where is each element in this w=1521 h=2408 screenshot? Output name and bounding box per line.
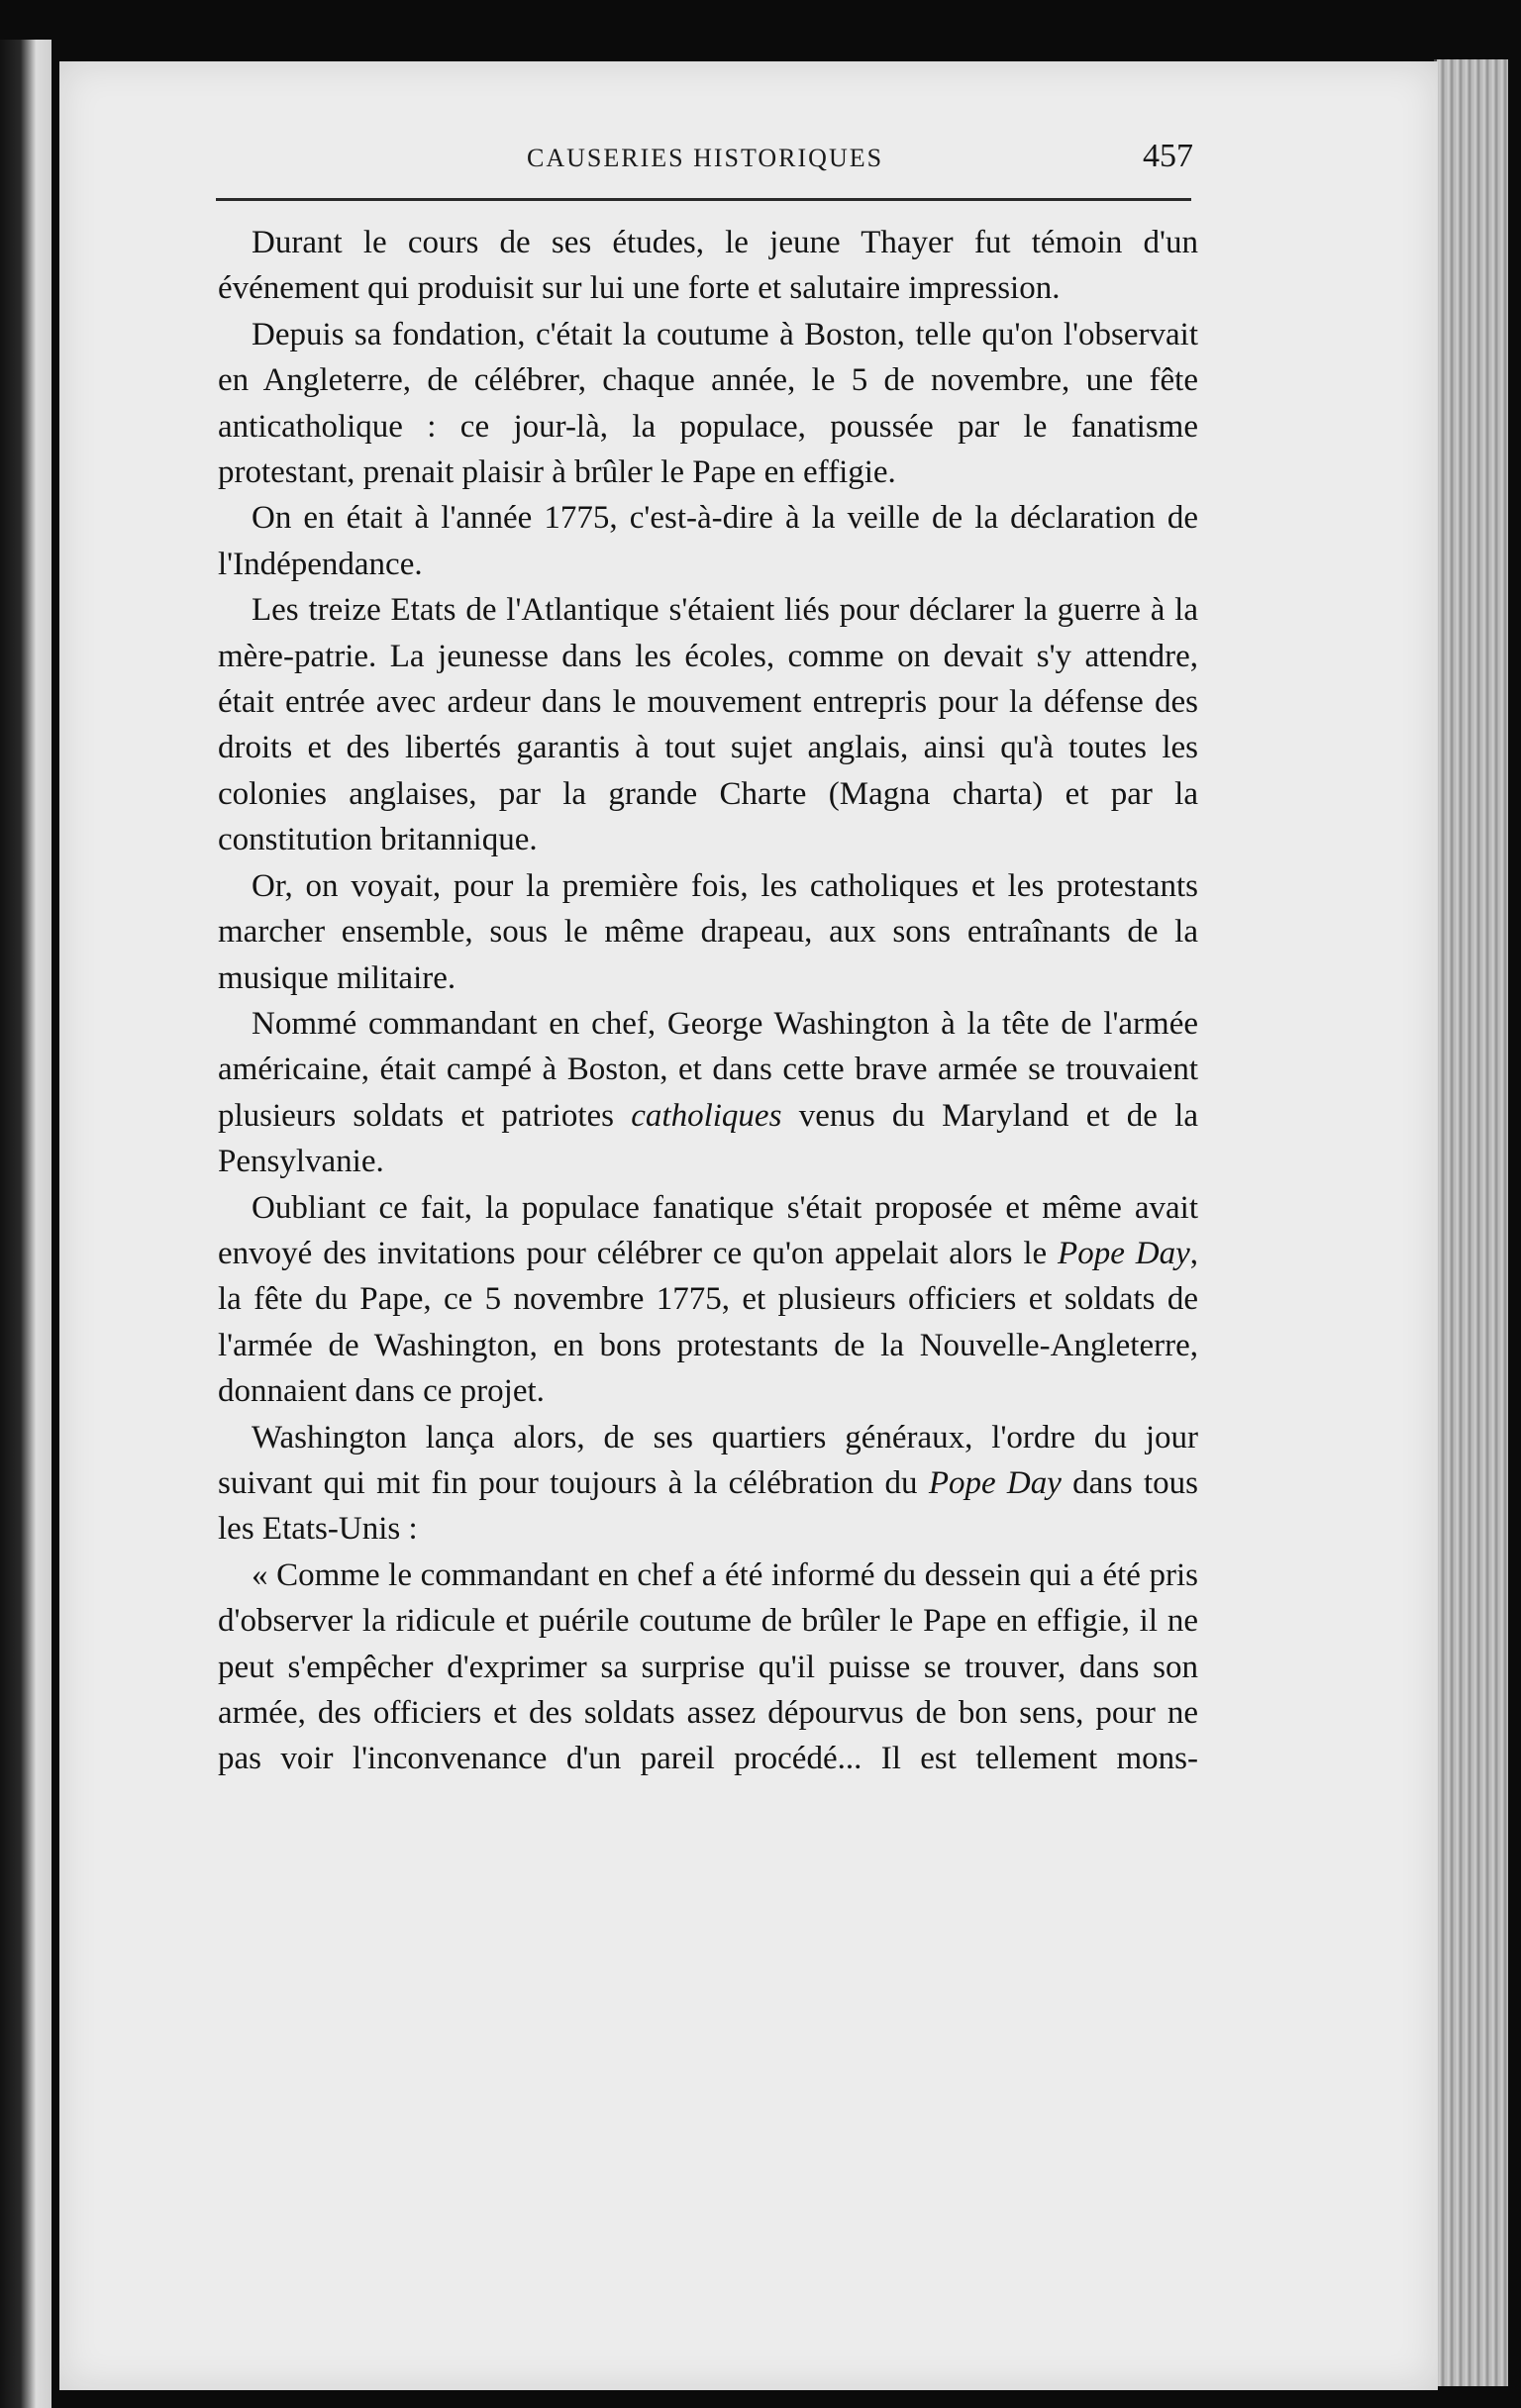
paragraph-7-italic: Pope Day (1058, 1235, 1190, 1271)
paragraph-8 (218, 1415, 1198, 1553)
paragraph-6-text-a: Nommé commandant en chef, George Washington à la tête de l'armée américaine, était campé à Boston, et dans cette brave armée se trouvaient plusieurs soldats et patriotes (218, 1005, 1198, 1134)
paragraph-5: Or, on voyait, pour la première fois, les catholiques et les protestants marcher ensemble, sous le même drapeau, aux sons entraînants de la musique militaire. (218, 867, 1198, 996)
paragraph-7-text-b: , la fête du Pape, ce 5 novembre 1775, et plusieurs officiers et soldats de l'armée de Washington, en bons protestants de la Nouvelle-Angleterre, donnaient dans ce projet. (218, 1235, 1198, 1410)
paragraph-8-text-a: Washington lança alors, de ses quartiers généraux, l'ordre du jour suivant qui mit fin pour toujours à la célébration du (218, 1419, 1198, 1501)
header-rule (216, 198, 1191, 201)
paragraph-8-italic: Pope Day (928, 1464, 1062, 1501)
page-number: 457 (1143, 138, 1193, 174)
paragraph-6-italic: catholiques (631, 1097, 782, 1134)
book-page-edges (1434, 59, 1508, 2386)
paragraph-6-text-b: venus du Maryland et de la Pensylvanie. (218, 1097, 1198, 1180)
paragraph-7-text-a: Oubliant ce fait, la populace fanatique s'était proposée et même avait envoyé des invitations pour célébrer ce qu'on appelait alors le (218, 1189, 1198, 1271)
paragraph-3: On en était à l'année 1775, c'est-à-dire à la veille de la déclaration de l'Indépendance. (218, 500, 1198, 582)
body-text (218, 220, 1198, 1782)
running-head: CAUSERIES HISTORIQUES (527, 144, 884, 172)
paragraph-8-text-b: dans tous les Etats-Unis : (218, 1464, 1198, 1548)
paragraph-6 (218, 1001, 1198, 1185)
book-left-edge (0, 40, 51, 2408)
paragraph-9-quote: « Comme le commandant en chef a été informé du dessein qui a été pris d'observer la ridicule et puérile coutume de brûler le Pape en effigie, il ne peut s'empêcher d'exprimer sa surprise qu'il puisse se trouver, dans son armée, des officiers et des soldats assez dépourvus de bon sens, pour ne pas voir l'inconvenance d'un pareil procédé... Il est tellement mons- (218, 1556, 1198, 1777)
paragraph-1: Durant le cours de ses études, le jeune Thayer fut témoin d'un événement qui produisit sur lui une forte et salutaire impression. (218, 225, 1198, 307)
paragraph-7 (218, 1185, 1198, 1415)
page-header (218, 138, 1193, 183)
paragraph-2: Depuis sa fondation, c'était la coutume à Boston, telle qu'on l'observait en Angleterre, de célébrer, chaque année, le 5 de novembre, une fête anticatholique : ce jour-là, la populace, poussée par le fanatisme protestant, prenait plaisir à brûler le Pape en effigie. (218, 316, 1198, 491)
paragraph-4: Les treize Etats de l'Atlantique s'étaient liés pour déclarer la guerre à la mère-patrie. La jeunesse dans les écoles, comme on devait s'y attendre, était entrée avec ardeur dans le mouvement entrepris pour la défense des droits et des libertés garantis à tout sujet anglais, ainsi qu'à toutes les colonies anglaises, par la grande Charte (Magna charta) et par la constitution britannique. (218, 592, 1198, 858)
